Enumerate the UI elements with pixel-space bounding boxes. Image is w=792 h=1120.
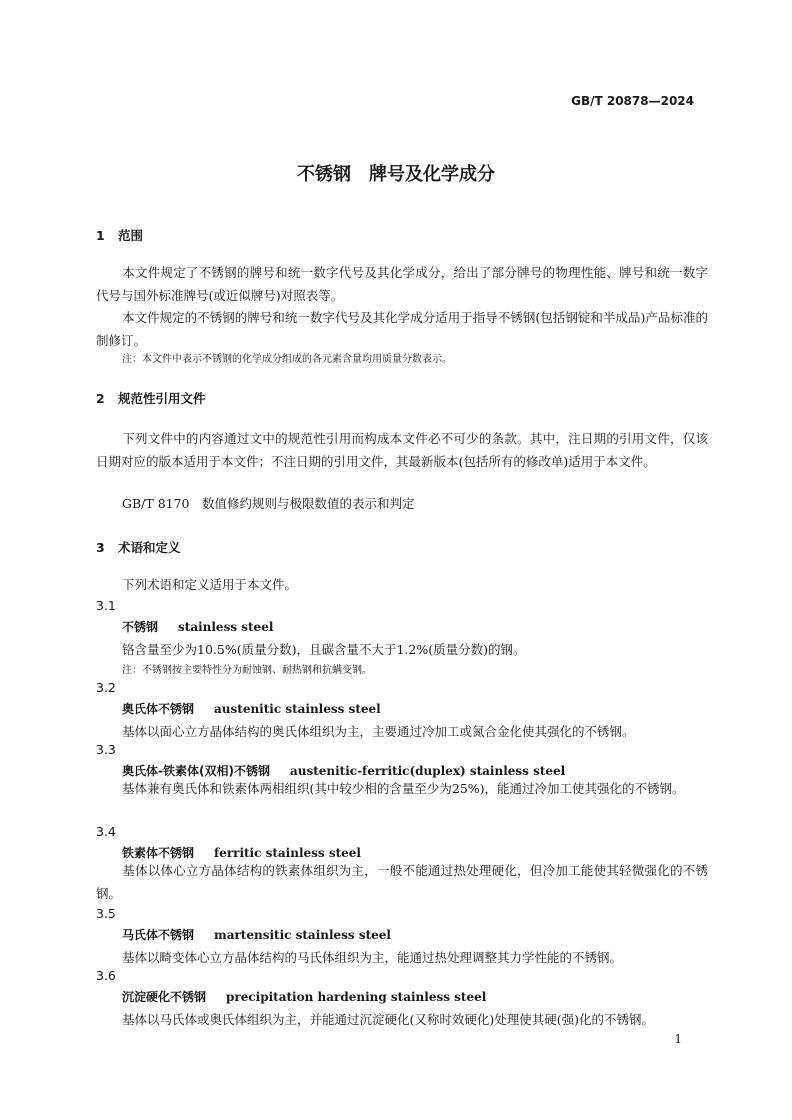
- term-zh: 奥氏体不锈钢: [122, 702, 195, 716]
- term-heading: [122, 926, 391, 943]
- term-en: austenitic-ferritic(duplex) stainless steel: [289, 764, 566, 778]
- term-heading: [122, 762, 565, 779]
- term-zh: 奥氏体-铁素体(双相)不锈钢: [122, 764, 270, 778]
- section-3-intro: 下列术语和定义适用于本文件。: [122, 577, 298, 592]
- term-zh: 沉淀硬化不锈钢: [122, 990, 207, 1004]
- term-definition: 铬含量至少为10.5%(质量分数)，且碳含量不大于1.2%(质量分数)的钢。: [122, 642, 526, 657]
- term-heading: [122, 988, 486, 1005]
- term-zh: 马氏体不锈钢: [122, 928, 195, 942]
- term-note: 注：不锈钢按主要特性分为耐蚀钢、耐热钢和抗螨变钢。: [122, 665, 372, 676]
- section-title: 术语和定义: [118, 540, 181, 555]
- term-definition: 基体以马氏体或奥氏体组织为主，并能通过沉淀硬化(又称时效硬化)处理使其硬(强)化的不锈钢。: [122, 1012, 655, 1027]
- section-1-para-1: [96, 262, 708, 307]
- term-number: 3.4: [96, 824, 116, 839]
- term-number: 3.6: [96, 968, 116, 983]
- section-1-para-2: [96, 307, 708, 352]
- section-2-heading: [96, 389, 206, 407]
- section-1-heading: [96, 226, 143, 244]
- term-en: martensitic stainless steel: [214, 928, 391, 942]
- term-heading: [122, 844, 361, 861]
- paragraph-text: 下列文件中的内容通过文中的规范性引用而构成本文件必不可少的条款。其中，注日期的引用文件，仅该日期对应的版本适用于本文件；不注日期的引用文件，其最新版本(包括所有的修改单)适用于本文件。: [96, 431, 708, 469]
- paragraph-text: 本文件规定了不锈钢的牌号和统一数字代号及其化学成分，给出了部分牌号的物理性能、牌号和统一数字代号与国外标准牌号(或近似牌号)对照表等。: [96, 265, 708, 303]
- section-number: 1: [96, 228, 105, 243]
- term-heading: [122, 700, 381, 717]
- term-en: precipitation hardening stainless steel: [226, 990, 487, 1004]
- term-number: 3.2: [96, 680, 116, 695]
- standard-number: GB/T 20878—2024: [571, 94, 694, 108]
- term-definition: 基体以面心立方晶体结构的奥氏体组织为主，主要通过冷加工或氮合金化使其强化的不锈钢。: [122, 724, 635, 739]
- section-number: 2: [96, 391, 105, 406]
- document-title: 不锈钢 牌号及化学成分: [297, 164, 495, 185]
- term-definition: [96, 778, 708, 801]
- term-zh: 不锈钢: [122, 620, 159, 634]
- page-number: 1: [674, 1032, 682, 1046]
- normative-reference: GB/T 8170 数值修约规则与极限数值的表示和判定: [122, 496, 415, 511]
- section-2-para-1: [96, 428, 708, 473]
- section-title: 规范性引用文件: [118, 391, 206, 406]
- term-definition: [96, 860, 708, 905]
- term-en: stainless steel: [178, 620, 274, 634]
- section-title: 范围: [118, 228, 144, 243]
- section-3-heading: [96, 538, 181, 556]
- term-number: 3.3: [96, 742, 116, 757]
- term-en: ferritic stainless steel: [214, 846, 361, 860]
- term-number: 3.5: [96, 906, 116, 921]
- section-number: 3: [96, 540, 105, 555]
- term-en: austenitic stainless steel: [214, 702, 381, 716]
- term-number: 3.1: [96, 598, 116, 613]
- paragraph-text: 基体以体心立方晶体结构的铁素体组织为主，一般不能通过热处理硬化，但冷加工能使其轻微强化的不锈钢。: [96, 863, 708, 901]
- paragraph-text: 基体兼有奥氏体和铁素体两相组织(其中较少相的含量至少为25%)，能通过冷加工使其强化的不锈钢。: [122, 781, 685, 796]
- section-1-note: 注：本文件中表示不锈钢的化学成分组成的各元素含量均用质量分数表示。: [122, 354, 452, 365]
- term-zh: 铁素体不锈钢: [122, 846, 195, 860]
- term-heading: [122, 618, 273, 635]
- paragraph-text: 本文件规定的不锈钢的牌号和统一数字代号及其化学成分适用于指导不锈钢(包括钢锭和半成品)产品标准的制修订。: [96, 310, 708, 348]
- term-definition: 基体以畸变体心立方晶体结构的马氏体组织为主，能通过热处理调整其力学性能的不锈钢。: [122, 950, 623, 965]
